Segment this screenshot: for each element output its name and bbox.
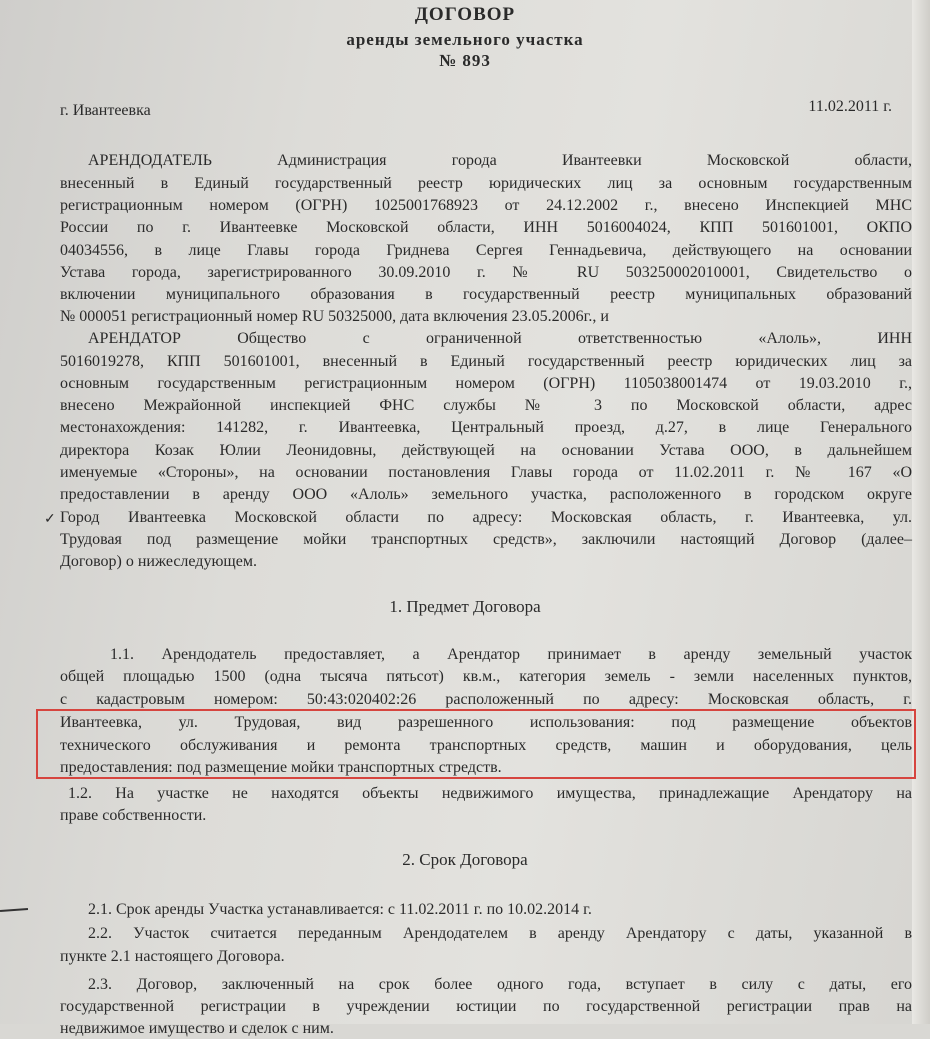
- section-2-line: пункте 2.1 настоящего Договора.: [60, 948, 285, 965]
- preamble-line: местонахождения: 141282, г. Ивантеевка, Центральный проезд, д.27, в лице Генерального: [60, 419, 912, 436]
- section-2-line: государственной регистрации в учреждении юстиции по государственной регистрации прав на: [60, 998, 912, 1015]
- preamble-line: Договор) о нижеследующем.: [60, 553, 257, 570]
- preamble-line: внесено Межрайонной инспекцией ФНС службы № 3 по Московской области, адрес: [60, 397, 912, 414]
- section-1-heading: 1. Предмет Договора: [389, 597, 541, 616]
- preamble-line: АРЕНДОДАТЕЛЬ Администрация города Ивантеевки Московской области,: [88, 152, 912, 169]
- preamble-line: № 000051 регистрационный номер RU 50325000, дата включения 23.05.2006г., и: [60, 308, 609, 325]
- preamble-line: регистрационным номером (ОГРН) 1025001768923 от 24.12.2002 г., внесено Инспекцией МНС: [60, 197, 912, 214]
- preamble-line: 5016019278, КПП 501601001, внесенный в Единый государственный реестр юридических лиц за: [60, 353, 912, 370]
- preamble-line: АРЕНДАТОР Общество с ограниченной ответственностью «Алоль», ИНН: [88, 330, 912, 347]
- preamble-line: Город Ивантеевка Московской области по адресу: Московская область, г. Ивантеевка, ул.: [60, 509, 912, 526]
- section-2-heading: 2. Срок Договора: [402, 850, 528, 869]
- document-number: № 893: [439, 51, 491, 70]
- preamble-line: директора Козак Юлии Леонидовны, действующей на основании Устава ООО, в дальнейшем: [60, 442, 912, 459]
- preamble-line: 04034556, в лице Главы города Гриднева Сергея Геннадьевича, действующего на основании: [60, 242, 912, 259]
- preamble-line: Трудовая под размещение мойки транспортных средств», заключили настоящий Договор (далее–: [60, 531, 912, 548]
- preamble-line: предоставлении в аренду ООО «Алоль» земельного участка, расположенного в городском округе: [60, 486, 912, 503]
- highlight-box: [36, 709, 916, 779]
- section-1-line: технического обслуживания и ремонта транспортных средств, машин и оборудования, цель: [60, 737, 912, 754]
- city: г. Ивантеевка: [60, 102, 151, 119]
- margin-mark: ✓: [44, 512, 56, 527]
- document-subtitle: аренды земельного участка: [346, 30, 584, 49]
- preamble-line: России по г. Ивантеевке Московской области, ИНН 5016004024, КПП 501601001, ОКПО: [60, 219, 912, 236]
- section-1-line: праве собственности.: [60, 807, 207, 824]
- section-1-line: предоставления: под размещение мойки транспортных стредств.: [60, 759, 502, 776]
- section-2-line: 2.2. Участок считается переданным Арендодателем в аренду Арендатору с даты, указанной в: [88, 925, 912, 942]
- section-2-line: 2.1. Срок аренды Участка устанавливается: с 11.02.2011 г. по 10.02.2014 г.: [88, 901, 592, 918]
- date: 11.02.2011 г.: [808, 98, 892, 115]
- margin-mark: [0, 908, 28, 912]
- section-2-line: недвижимое имущество и сделок с ним.: [60, 1020, 334, 1037]
- page-edge: [912, 0, 930, 1024]
- preamble-line: внесенный в Единый государственный реестр юридических лиц за основным государственным: [60, 175, 912, 192]
- preamble-line: включении муниципального образования в государственный реестр муниципальных образований: [60, 286, 912, 303]
- section-1-line: общей площадью 1500 (одна тысяча пятьсот) кв.м., категория земель - земли населенных пунктов,: [60, 668, 912, 685]
- preamble-line: Устава города, зарегистрированного 30.09.2010 г. № RU 503250002010001, Свидетельство о: [60, 264, 912, 281]
- section-1-line: 1.1. Арендодатель предоставляет, а Арендатор принимает в аренду земельный участок: [110, 646, 912, 663]
- preamble-line: основным государственным регистрационным номером (ОГРН) 1105038001474 от 19.03.2010 г.,: [60, 375, 912, 392]
- section-1-line: Ивантеевка, ул. Трудовая, вид разрешенного использования: под размещение объектов: [60, 714, 912, 731]
- section-1-line: 1.2. На участке не находятся объекты недвижимого имущества, принадлежащие Арендатору на: [68, 785, 912, 802]
- document-title: ДОГОВОР: [414, 4, 516, 25]
- section-2-line: 2.3. Договор, заключенный на срок более одного года, вступает в силу с даты, его: [88, 976, 912, 993]
- preamble-line: именуемые «Стороны», на основании постановления Главы города от 11.02.2011 г. № 167 «О: [60, 464, 912, 481]
- section-1-line: с кадастровым номером: 50:43:020402:26 расположенный по адресу: Московская область, г.: [60, 691, 912, 708]
